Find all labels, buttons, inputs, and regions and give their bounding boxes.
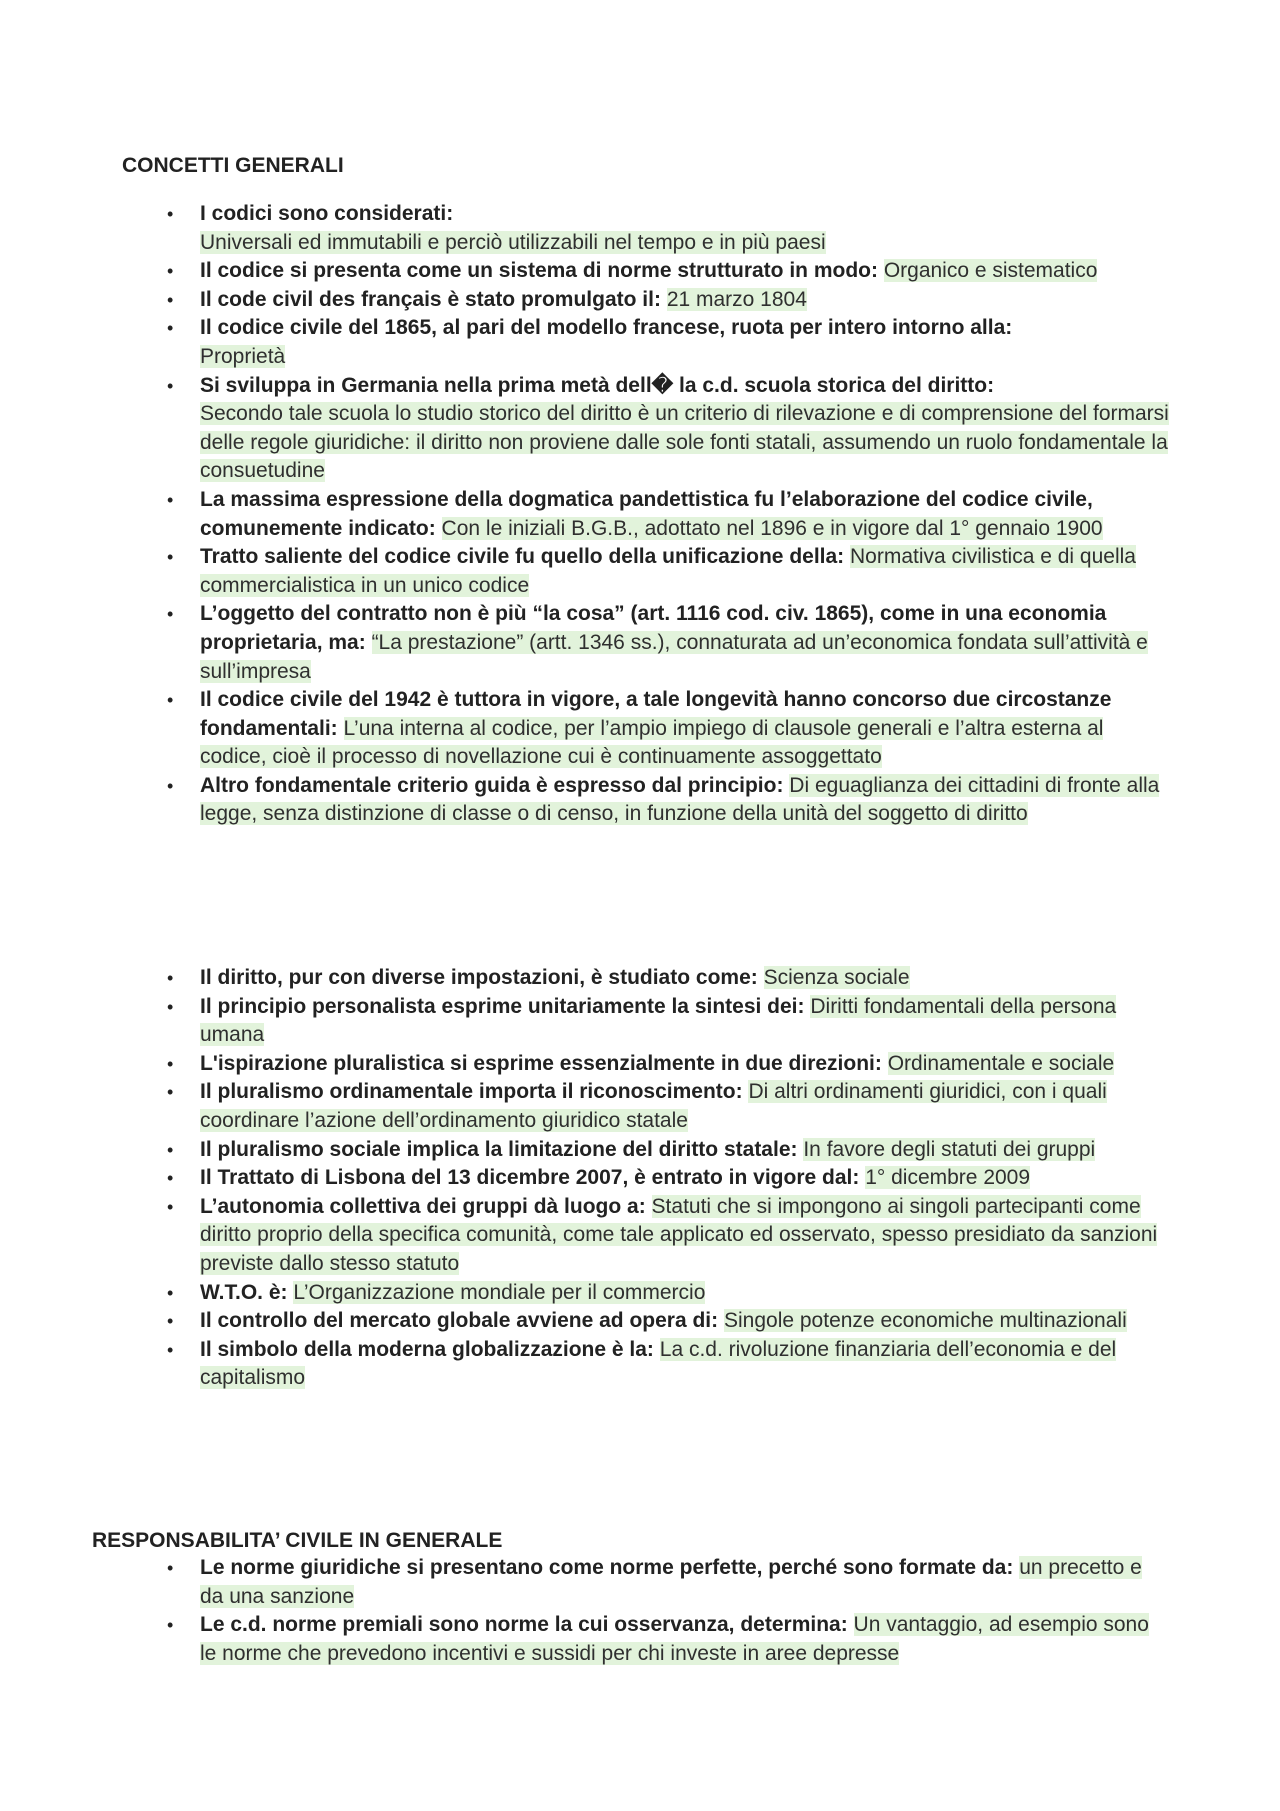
question-text: Il controllo del mercato globale avviene ad opera di: (200, 1309, 719, 1333)
list-item (200, 1136, 1170, 1165)
question-text: Altro fondamentale criterio guida è espresso dal principio: (200, 773, 784, 797)
answer-highlight: Un vantaggio, ad esempio sono le norme che prevedono incentivi e sussidi per chi investe in aree depresse (200, 1613, 1149, 1665)
answer-highlight: Di eguaglianza dei cittadini di fronte alla legge, senza distinzione di classe o di censo, in funzione della unità del soggetto di diritto (200, 773, 1160, 826)
question-list-responsabilita-civile (200, 1554, 1170, 1668)
list-item (200, 543, 1170, 600)
list-item (200, 372, 1170, 486)
answer-highlight: La c.d. rivoluzione finanziaria dell’economia e del capitalismo (200, 1337, 1117, 1390)
question-list-diritto (200, 964, 1170, 1393)
list-item (200, 600, 1170, 686)
question-text: Si sviluppa in Germania nella prima metà dell� la c.d. scuola storica del diritto: (200, 373, 995, 397)
question-text: Il codice si presenta come un sistema di norme strutturato in modo: (200, 259, 878, 283)
list-item (200, 1050, 1170, 1079)
list-item (200, 1611, 1170, 1668)
list-item (200, 286, 1170, 315)
list-item (200, 964, 1170, 993)
answer-highlight: Diritti fondamentali della persona umana (200, 994, 1117, 1047)
list-item (200, 1336, 1170, 1393)
question-text: La massima espressione della dogmatica pandettistica fu l’elaborazione del codice civile, comunemente indicato: (200, 487, 1093, 540)
list-item (200, 1554, 1170, 1611)
question-text: Il diritto, pur con diverse impostazioni, è studiato come: (200, 966, 758, 989)
question-text: Tratto saliente del codice civile fu quello della unificazione della: (200, 545, 845, 569)
question-text: Il principio personalista esprime unitariamente la sintesi dei: (200, 994, 805, 1018)
answer-highlight: In favore degli statuti dei gruppi (803, 1137, 1096, 1161)
answer-highlight: Secondo tale scuola lo studio storico del diritto è un criterio di rilevazione e di comprensione del formarsi delle regole giuridiche: il diritto non proviene dalle sole fonti statali, assumendo un ruolo fondamentale la consuetudine (200, 402, 1169, 483)
question-text: Le c.d. norme premiali sono norme la cui osservanza, determina: (200, 1613, 848, 1637)
question-text: Il pluralismo ordinamentale importa il riconoscimento: (200, 1080, 743, 1104)
question-text: W.T.O. è: (200, 1280, 288, 1304)
list-item (200, 1193, 1170, 1279)
answer-highlight: Con le iniziali B.G.B., adottato nel 1896 e in vigore dal 1° gennaio 1900 (441, 516, 1103, 540)
question-text: Il codice civile del 1865, al pari del modello francese, ruota per intero intorno alla: (200, 316, 1013, 340)
list-item (200, 993, 1170, 1050)
question-text: Il codice civile del 1942 è tuttora in vigore, a tale longevità hanno concorso due circostanze fondamentali: (200, 688, 1112, 740)
answer-highlight: L’una interna al codice, per l’ampio impiego di clausole generali e l’altra esterna al codice, cioè il processo di novellazione cui è continuamente assoggettato (200, 716, 1104, 769)
answer-highlight: Proprietà (200, 344, 286, 368)
answer-highlight: Statuti che si impongono ai singoli partecipanti come diritto proprio della specifica comunità, come tale applicato ed osservato, spesso presidiato da sanzioni previste dallo stesso statuto (200, 1194, 1158, 1275)
question-text: Il Trattato di Lisbona del 13 dicembre 2007, è entrato in vigore dal: (200, 1166, 860, 1190)
section-heading-responsabilita-civile: RESPONSABILITA’ CIVILE IN GENERALE (92, 1529, 503, 1552)
question-text: I codici sono considerati: (200, 202, 454, 225)
question-text: L’oggetto del contratto non è più “la cosa” (art. 1116 cod. civ. 1865), come in una economia proprietaria, ma: (200, 602, 1107, 654)
list-item (200, 686, 1170, 772)
answer-highlight: Di altri ordinamenti giuridici, con i quali coordinare l’azione dell’ordinamento giuridico statale (200, 1080, 1107, 1132)
list-item (200, 257, 1170, 286)
answer-highlight: Scienza sociale (763, 966, 910, 989)
answer-highlight: “La prestazione” (artt. 1346 ss.), connaturata ad un’economica fondata sull’attività e sull’impresa (200, 630, 1148, 683)
question-text: Il simbolo della moderna globalizzazione è la: (200, 1337, 654, 1361)
question-text: L’autonomia collettiva dei gruppi dà luogo a: (200, 1194, 646, 1218)
list-item (200, 1279, 1170, 1308)
section-heading-concetti-generali: CONCETTI GENERALI (122, 154, 344, 177)
list-item (200, 200, 1170, 257)
question-text: Il code civil des français è stato promulgato il: (200, 287, 661, 311)
answer-highlight: Universali ed immutabili e perciò utilizzabili nel tempo e in più paesi (200, 230, 826, 254)
question-text: Le norme giuridiche si presentano come norme perfette, perché sono formate da: (200, 1556, 1014, 1579)
list-item (200, 486, 1170, 543)
answer-highlight: Ordinamentale e sociale (887, 1051, 1115, 1075)
answer-highlight: Singole potenze economiche multinazionali (723, 1309, 1127, 1333)
list-item (200, 772, 1170, 829)
answer-highlight: un precetto e da una sanzione (200, 1556, 1142, 1608)
question-text: L'ispirazione pluralistica si esprime essenzialmente in due direzioni: (200, 1051, 882, 1075)
list-item (200, 314, 1170, 371)
answer-highlight: Organico e sistematico (883, 259, 1098, 283)
list-item (200, 1078, 1170, 1135)
answer-highlight: 21 marzo 1804 (666, 287, 807, 311)
list-item (200, 1164, 1170, 1193)
answer-highlight: L’Organizzazione mondiale per il commercio (293, 1280, 706, 1304)
question-text: Il pluralismo sociale implica la limitazione del diritto statale: (200, 1137, 798, 1161)
answer-highlight: 1° dicembre 2009 (865, 1166, 1031, 1190)
list-item (200, 1307, 1170, 1336)
question-list-concetti-generali (200, 200, 1170, 829)
answer-highlight: Normativa civilistica e di quella commercialistica in un unico codice (200, 545, 1136, 597)
